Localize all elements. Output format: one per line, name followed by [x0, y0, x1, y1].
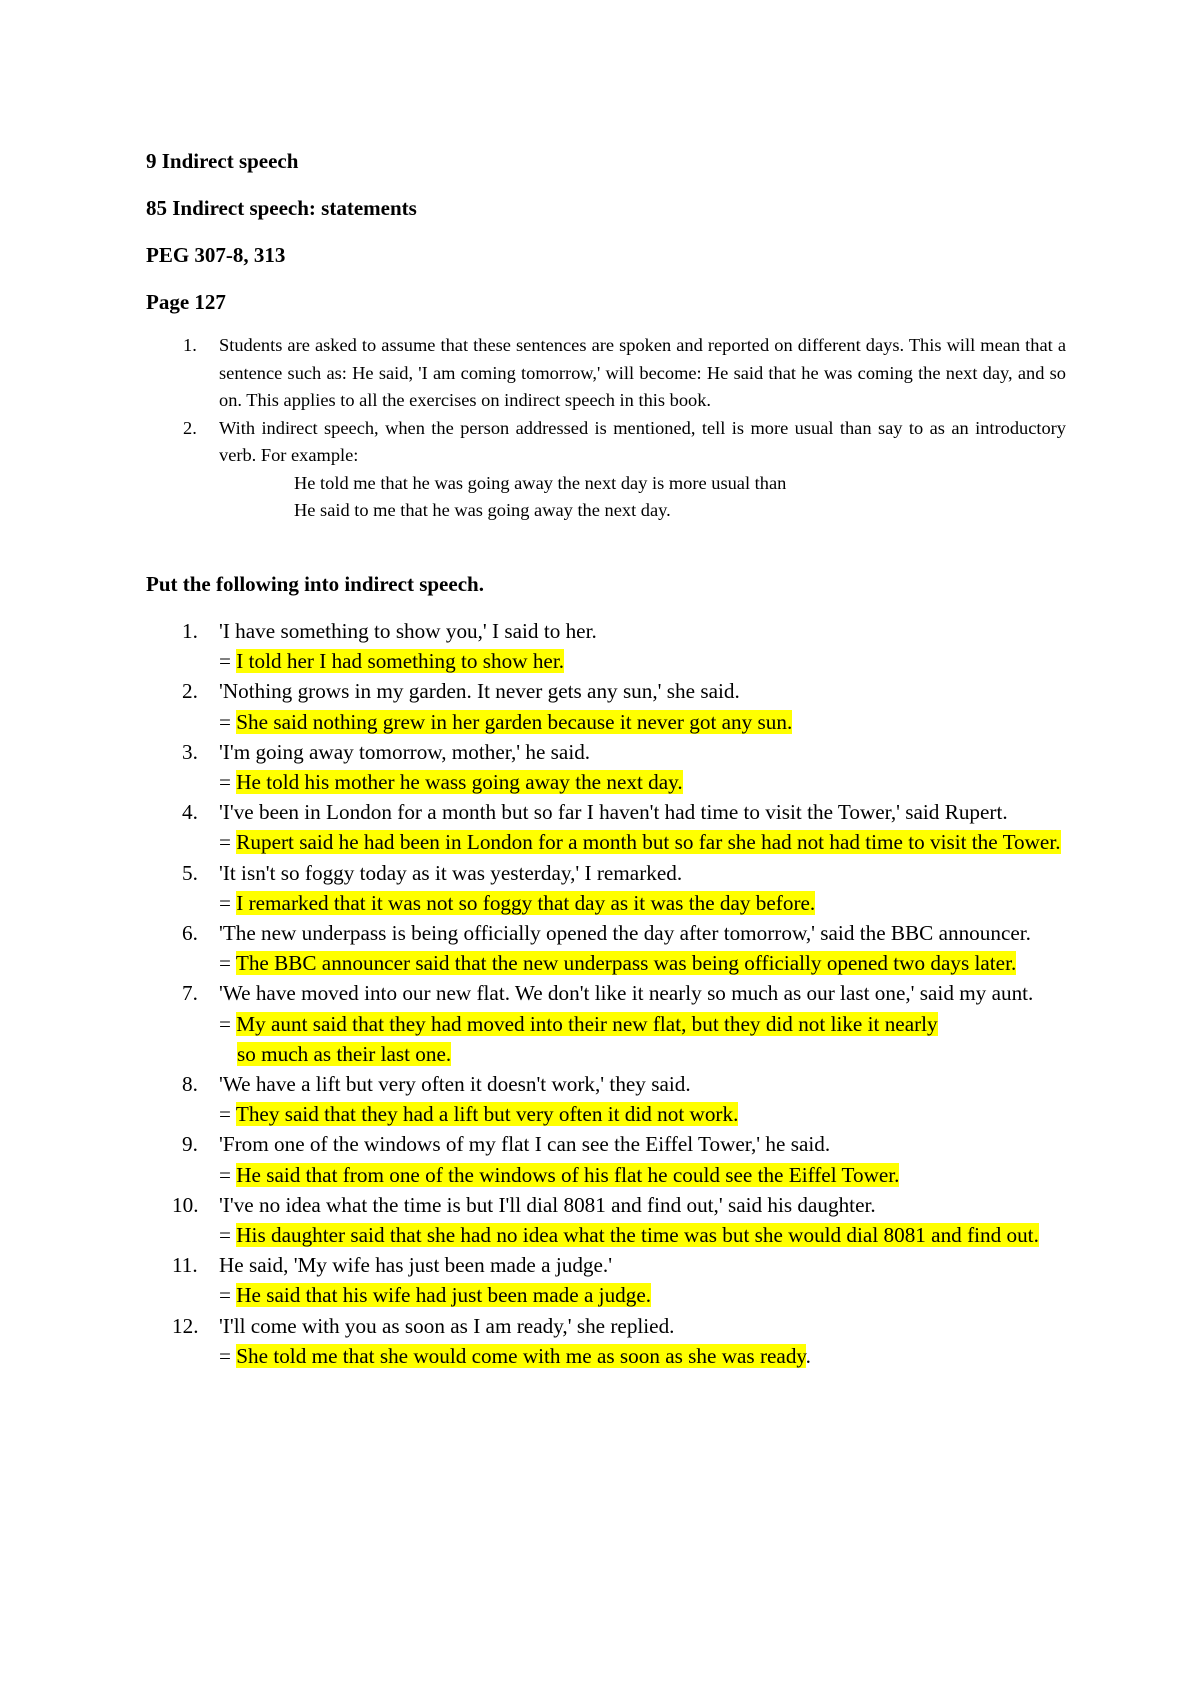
answer-highlight: His daughter said that she had no idea what the time was but she would dial 8081 and find out.: [236, 1223, 1039, 1248]
exercise-item: [146, 1311, 1068, 1371]
exercise-answer: [219, 1220, 1068, 1250]
answer-prefix: =: [219, 830, 237, 855]
exercise-item: [146, 737, 1068, 797]
exercise-answer: [219, 1099, 1068, 1129]
exercise-number: 7.: [182, 981, 198, 1006]
exercise-item: [146, 1069, 1068, 1129]
answer-highlight: so much as their last one.: [237, 1041, 452, 1066]
exercise-item: [146, 1250, 1068, 1310]
exercise-number: 5.: [182, 860, 198, 885]
exercise-question: 'I've been in London for a month but so far I haven't had time to visit the Tower,' said Rupert.: [219, 800, 1008, 825]
answer-prefix: =: [219, 770, 237, 795]
exercise-question: 'I have something to show you,' I said to her.: [219, 619, 597, 643]
exercise-number: 2.: [182, 679, 198, 704]
exercise-answer: [219, 1280, 1068, 1310]
answer-highlight: They said that they had a lift but very often it did not work.: [235, 1102, 739, 1127]
answer-prefix: =: [219, 1343, 237, 1368]
exercise-item: [146, 978, 1068, 1069]
answer-highlight: He told his mother he wass going away the next day.: [236, 770, 683, 795]
exercise-answer: [219, 1341, 1068, 1371]
exercise-answer: [219, 1009, 1068, 1039]
exercise-question: 'Nothing grows in my garden. It never gets any sun,' she said.: [219, 679, 740, 704]
note-item: [146, 415, 1066, 525]
exercise-number: 12.: [172, 1313, 199, 1338]
exercise-number: 4.: [182, 800, 198, 825]
exercise-item: [146, 676, 1068, 736]
exercise-number: 1.: [182, 619, 198, 643]
note-example: He said to me that he was going away the next day.: [294, 500, 671, 520]
exercise-answer: [219, 767, 1068, 797]
exercise-question: 'It isn't so foggy today as it was yesterday,' I remarked.: [219, 860, 683, 885]
exercise-number: 10.: [172, 1192, 199, 1217]
exercise-item: [146, 918, 1068, 978]
exercise-instruction: Put the following into indirect speech.: [146, 572, 484, 596]
answer-prefix: =: [219, 890, 237, 915]
exercise-answer: [219, 646, 1068, 676]
exercise-number: 11.: [172, 1253, 198, 1278]
note-text: Students are asked to assume that these sentences are spoken and reported on different days. This will mean that a sentence such as: He said, 'I am coming tomorrow,' will become: He said that he was coming the next day, and so on. This applies to all the exercises on indirect speech in this book.: [219, 335, 1066, 410]
exercise-number: 8.: [182, 1072, 198, 1097]
answer-prefix: =: [219, 709, 237, 734]
note-number: 2.: [183, 417, 197, 438]
exercise-item: [146, 1190, 1068, 1250]
exercise-number: 6.: [182, 921, 198, 946]
exercise-question: 'I'll come with you as soon as I am ready,' she replied.: [219, 1313, 675, 1338]
answer-highlight: I remarked that it was not so foggy that day as it was the day before.: [236, 890, 816, 915]
answer-prefix: =: [219, 649, 237, 674]
answer-prefix: =: [219, 1102, 236, 1127]
exercise-item: [146, 797, 1068, 857]
exercise-answer: [219, 827, 1068, 857]
exercise-answer: [219, 948, 1068, 978]
exercise-number: 3.: [182, 739, 198, 764]
section-heading: 85 Indirect speech: statements: [146, 196, 417, 220]
page-heading: Page 127: [146, 290, 226, 314]
note-item: [146, 332, 1066, 415]
note-example: He told me that he was going away the next day is more usual than: [294, 472, 787, 493]
exercise-answer: [219, 707, 1068, 737]
exercise-item: [146, 1129, 1068, 1189]
answer-highlight: The BBC announcer said that the new underpass was being officially opened two days later.: [235, 951, 1017, 976]
answer-highlight: She said nothing grew in her garden because it never got any sun.: [236, 709, 793, 734]
answer-prefix: =: [219, 1283, 237, 1308]
exercise-item: [146, 858, 1068, 918]
answer-highlight: She told me that she would come with me as soon as she was ready: [236, 1343, 806, 1368]
exercise-item: [146, 616, 1068, 676]
notes-list: [146, 332, 1066, 525]
exercise-answer: [219, 1160, 1068, 1190]
answer-highlight: Rupert said he had been in London for a month but so far she had not had time to visit the Tower.: [236, 830, 1061, 855]
chapter-heading: 9 Indirect speech: [146, 149, 299, 173]
exercise-answer: [219, 888, 1068, 918]
answer-highlight: He said that from one of the windows of his flat he could see the Eiffel Tower.: [236, 1162, 900, 1187]
exercise-question: 'I've no idea what the time is but I'll dial 8081 and find out,' said his daughter.: [219, 1192, 876, 1217]
exercise-question: 'From one of the windows of my flat I can see the Eiffel Tower,' he said.: [219, 1132, 831, 1157]
reference-heading: PEG 307-8, 313: [146, 243, 286, 267]
exercise-number: 9.: [182, 1132, 198, 1157]
answer-prefix: =: [219, 1011, 237, 1036]
answer-trailing: .: [805, 1343, 811, 1368]
answer-prefix: =: [219, 1162, 237, 1187]
answer-highlight: I told her I had something to show her.: [236, 649, 565, 674]
answer-prefix: =: [219, 951, 236, 976]
note-text: With indirect speech, when the person addressed is mentioned, tell is more usual than say to as an introductory verb. For example:: [219, 417, 1066, 465]
exercise-question: 'We have moved into our new flat. We don't like it nearly so much as our last one,' said my aunt.: [219, 981, 1034, 1006]
exercise-question: 'I'm going away tomorrow, mother,' he said.: [219, 739, 591, 764]
exercise-question: 'The new underpass is being officially opened the day after tomorrow,' said the BBC announcer.: [219, 921, 1031, 946]
answer-prefix: =: [219, 1223, 237, 1248]
answer-highlight: He said that his wife had just been made a judge.: [236, 1283, 652, 1308]
note-number: 1.: [183, 335, 197, 355]
exercise-list: [146, 616, 1068, 1371]
exercise-answer-continued: [219, 1039, 1068, 1069]
exercise-question: 'We have a lift but very often it doesn't work,' they said.: [219, 1072, 691, 1097]
exercise-question: He said, 'My wife has just been made a judge.': [219, 1253, 613, 1278]
answer-highlight: My aunt said that they had moved into their new flat, but they did not like it nearly: [236, 1011, 938, 1036]
